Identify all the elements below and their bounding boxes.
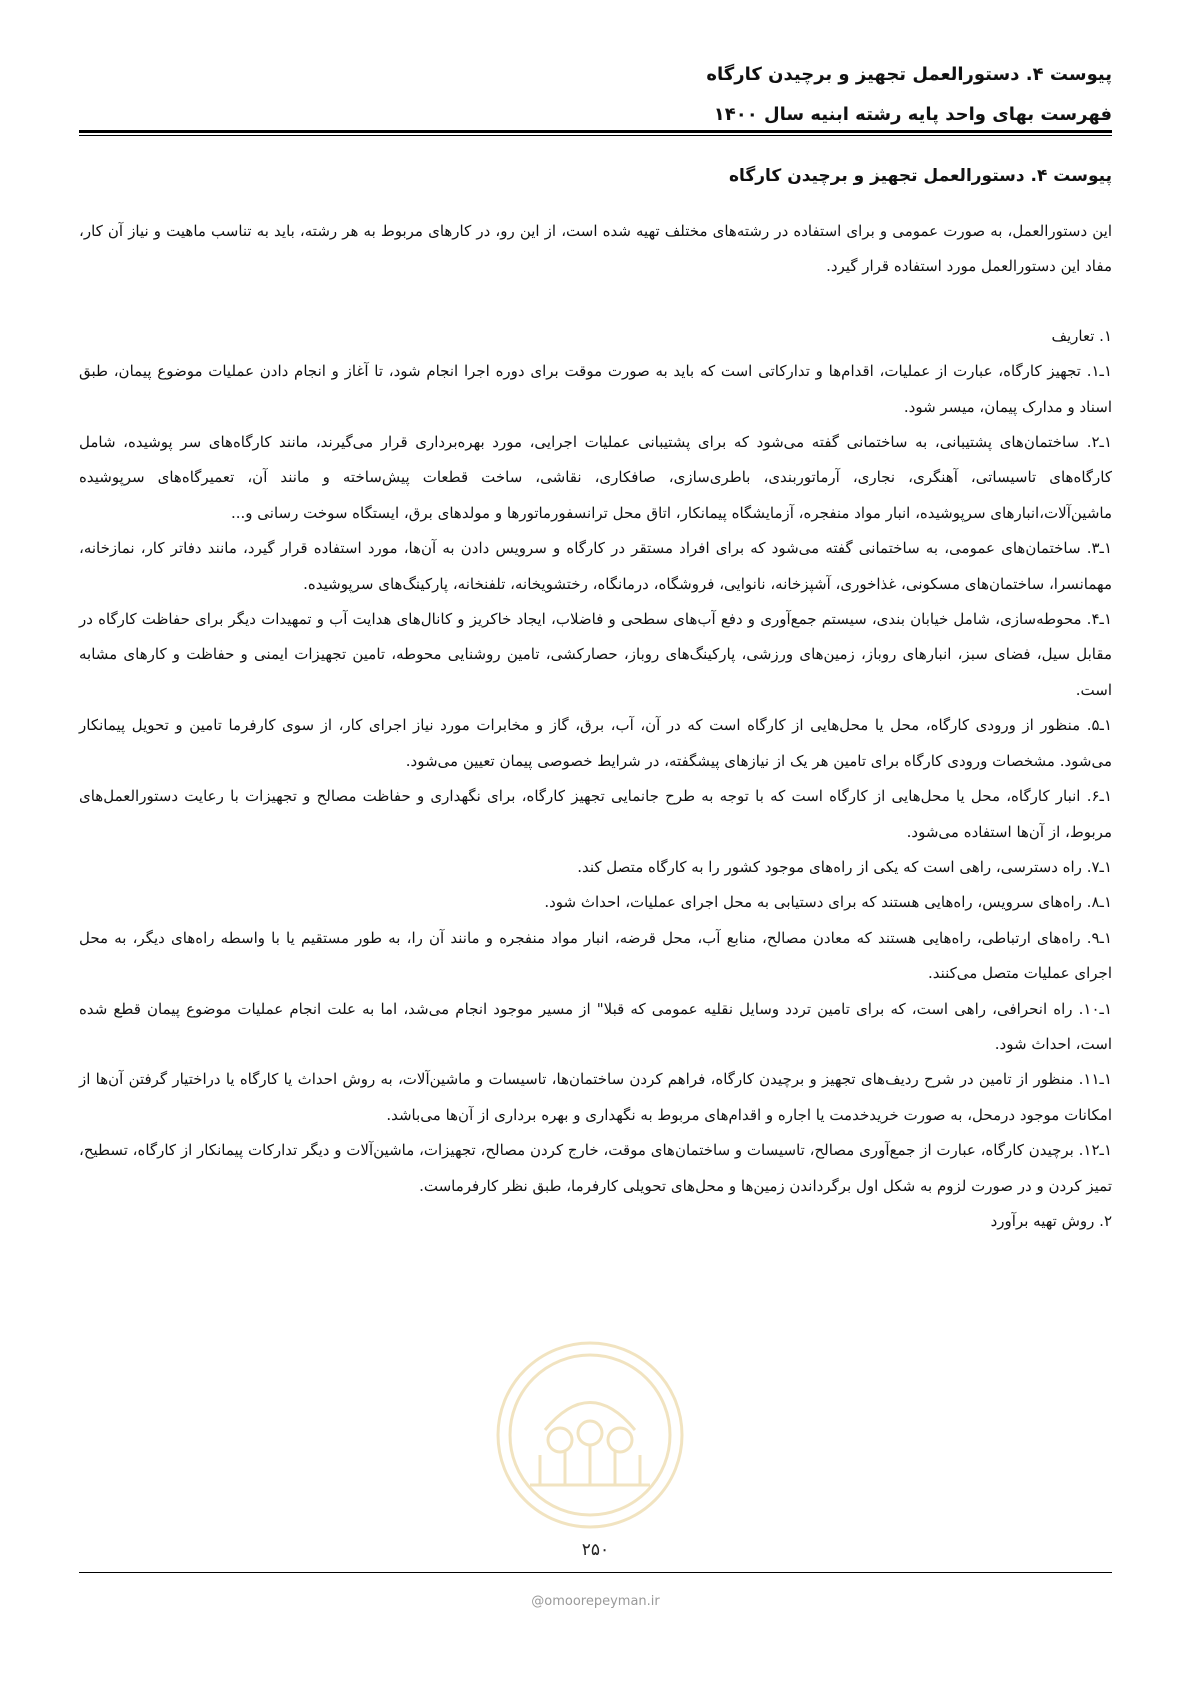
page-header <box>79 55 1112 135</box>
header-price-list-title: فهرست بهای واحد پایه رشته ابنیه سال ۱۴۰۰ <box>713 104 1112 125</box>
section-title: پیوست ۴. دستورالعمل تجهیز و برچیدن کارگاه <box>728 166 1112 186</box>
paragraph-1-6: ۱ـ۶. انبار کارگاه، محل یا محل‌هایی از کارگاه است که با توجه به طرح جانمایی تجهیز کارگاه، برای نگهداری و حفاظت مصالح و تجهیزات با رعایت دستورالعمل‌های مربوط، از آن‌ها استفاده می‌شود. <box>79 787 1112 841</box>
paragraph-1-5: ۱ـ۵. منظور از ورودی کارگاه، محل یا محل‌هایی از کارگاه است که در آن، آب، برق، گاز و مخابرات مورد نیاز اجرای کار، از سوی کارفرما تامین و تحویل پیمانکار می‌شود. مشخصات ورودی کارگاه برای تامین هر یک از نیازهای پیشگفته، در شرایط خصوصی پیمان تعیین می‌شود. <box>79 716 1112 770</box>
intro-paragraph: این دستورالعمل، به صورت عمومی و برای استفاده در رشته‌های مختلف تهیه شده است، از این رو، در کارهای مربوط به هر رشته، باید به تناسب ماهیت و نیاز آن کار، مفاد این دستورالعمل مورد استفاده قرار گیرد. <box>79 222 1112 276</box>
watermark-logo-icon <box>490 1335 690 1535</box>
paragraph-1-12: ۱ـ۱۲. برچیدن کارگاه، عبارت از جمع‌آوری مصالح، تاسیسات و ساختمان‌های موقت، خارج کردن مصالح، تجهیزات، ماشین‌آلات و دیگر تدارکات پیمانکار از کارگاه، تسطیح، تمیز کردن و در صورت لزوم به شکل اول برگرداندن زمین‌ها و محل‌های تحویلی کارفرما، طبق نظر کارفرماست. <box>79 1141 1112 1195</box>
footer-rule <box>79 1572 1112 1573</box>
paragraph-1-3: ۱ـ۳. ساختمان‌های عمومی، به ساختمانی گفته می‌شود که برای افراد مستقر در کارگاه و سرویس دادن به آن‌ها، مورد استفاده قرار گیرد، مانند دفاتر کار، نمازخانه، مهمانسرا، ساختمان‌های مسکونی، غذاخوری، آشپزخانه، نانوایی، فروشگاه، درمانگاه، رختشویخانه، تلفنخانه، پارکینگ‌های سرپوشیده. <box>79 539 1112 593</box>
paragraph-1-11: ۱ـ۱۱. منظور از تامین در شرح ردیف‌های تجهیز و برچیدن کارگاه، فراهم کردن ساختمان‌ها، تاسیسات و ماشین‌آلات، به روش احداث یا کارگاه یا دراختیار گرفتن آن‌ها از امکانات موجود درمحل، به صورت خریدخدمت یا اجاره و اقدام‌های مربوط به نگهداری و بهره برداری از آن‌ها می‌باشد. <box>79 1070 1112 1124</box>
paragraph-1-4: ۱ـ۴. محوطه‌سازی، شامل خیابان بندی، سیستم جمع‌آوری و دفع آب‌های سطحی و فاضلاب، ایجاد خاکریز و کانال‌های هدایت آب و تمهیدات دیگر برای حفاظت کارگاه در مقابل سیل، فضای سبز، انبارهای روباز، زمین‌های ورزشی، پارکینگ‌های روباز، حصارکشی، تامین روشنایی محوطه، تامین تجهیزات ایمنی و حفاظت و کارهای مشابه است. <box>79 610 1112 699</box>
paragraph-1-1: ۱ـ۱. تجهیز کارگاه، عبارت از عملیات، اقدام‌ها و تدارکاتی است که باید به صورت موقت برای دوره اجرا انجام شود، تا آغاز و انجام دادن عملیات موضوع پیمان، طبق اسناد و مدارک پیمان، میسر شود. <box>79 362 1112 416</box>
heading-estimation-method: ۲. روش تهیه برآورد <box>990 1211 1112 1230</box>
paragraph-1-8: ۱ـ۸. راه‌های سرویس، راه‌هایی هستند که برای دستیابی به محل اجرای عملیات، احداث شود. <box>544 893 1112 912</box>
header-appendix-title: پیوست ۴. دستورالعمل تجهیز و برچیدن کارگاه <box>706 64 1112 85</box>
main-content <box>79 160 1112 1239</box>
watermark-url: @omoorepeyman.ir <box>531 1594 660 1609</box>
paragraph-1-9: ۱ـ۹. راه‌های ارتباطی، راه‌هایی هستند که معادن مصالح، منابع آب، محل قرضه، انبار مواد منفجره و مانند آن را، به طور مستقیم یا با واسطه راه‌های دیگر، به محل اجرای عملیات متصل می‌کنند. <box>79 928 1112 983</box>
paragraph-1-10: ۱ـ۱۰. راه انحرافی، راهی است، که برای تامین تردد وسایل نقلیه عمومی که قبلا" از مسیر موجود انجام می‌شد، اما به علت انجام عملیات موضوع پیمان قطع شده است، احداث شود. <box>79 999 1112 1053</box>
heading-definitions: ۱. تعاریف <box>1051 326 1112 345</box>
page-number: ۲۵۰ <box>581 1540 610 1560</box>
paragraph-1-2: ۱ـ۲. ساختمان‌های پشتیبانی، به ساختمانی گفته می‌شود که برای پشتیبانی عملیات اجرایی، مورد بهره‌برداری قرار می‌گیرند، مانند کارگاه‌های سر پوشیده، شامل کارگاه‌های تاسیساتی، آهنگری، نجاری، آرماتوربندی، باطری‌سازی، صافکاری، نقاشی، ساخت قطعات پیش‌ساخته و مانند آن، تعمیرگاه‌های سرپوشیده ماشین‌آلات،انبارهای سرپوشیده، انبار مواد منفجره، آزمایشگاه پیمانکار، اتاق محل ترانسفورماتورها و مولدهای برق، ایستگاه سوخت رسانی و... <box>79 433 1112 522</box>
header-rule-thick <box>79 130 1112 133</box>
paragraph-1-7: ۱ـ۷. راه دسترسی، راهی است که یکی از راه‌های موجود کشور را به کارگاه متصل کند. <box>577 857 1112 876</box>
header-rule-thin <box>79 135 1112 136</box>
